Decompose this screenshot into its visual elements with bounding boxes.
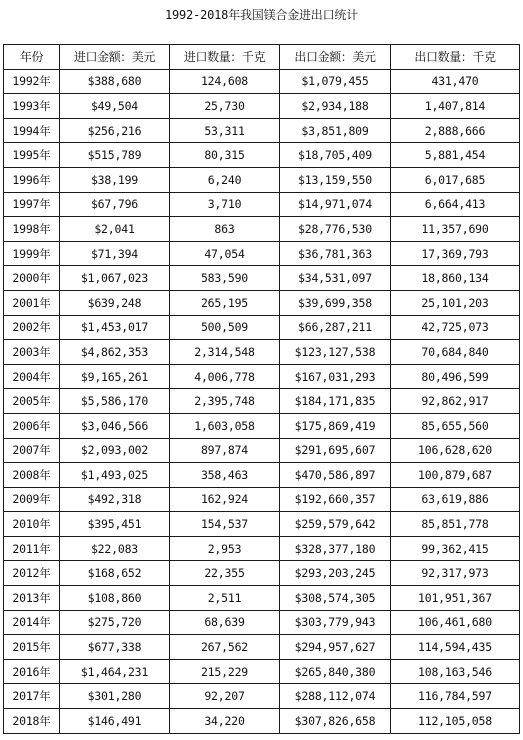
cell-import-quantity: 267,562 — [170, 635, 280, 660]
cell-year: 2006年 — [4, 413, 60, 438]
cell-import-amount: $2,041 — [60, 217, 170, 242]
cell-year: 2007年 — [4, 438, 60, 463]
cell-export-quantity: 85,655,560 — [391, 413, 520, 438]
cell-import-amount: $5,586,170 — [60, 389, 170, 414]
cell-export-amount: $175,869,419 — [280, 413, 391, 438]
cell-year: 2001年 — [4, 290, 60, 315]
cell-import-amount: $1,464,231 — [60, 659, 170, 684]
cell-import-amount: $275,720 — [60, 610, 170, 635]
cell-import-amount: $639,248 — [60, 290, 170, 315]
cell-export-quantity: 80,496,599 — [391, 364, 520, 389]
cell-year: 2018年 — [4, 709, 60, 734]
table-row — [4, 217, 520, 242]
table-row — [4, 659, 520, 684]
cell-import-amount: $71,394 — [60, 241, 170, 266]
cell-year: 2017年 — [4, 684, 60, 709]
cell-export-quantity: 25,101,203 — [391, 290, 520, 315]
cell-import-quantity: 124,608 — [170, 69, 280, 94]
cell-export-quantity: 63,619,886 — [391, 487, 520, 512]
table-row — [4, 487, 520, 512]
cell-export-amount: $184,171,835 — [280, 389, 391, 414]
table-row — [4, 536, 520, 561]
cell-import-quantity: 2,314,548 — [170, 340, 280, 365]
cell-import-amount: $1,493,025 — [60, 463, 170, 488]
cell-import-quantity: 162,924 — [170, 487, 280, 512]
cell-import-amount: $677,338 — [60, 635, 170, 660]
cell-year: 1996年 — [4, 167, 60, 192]
cell-import-amount: $492,318 — [60, 487, 170, 512]
table-row — [4, 167, 520, 192]
cell-year: 2003年 — [4, 340, 60, 365]
cell-import-quantity: 53,311 — [170, 118, 280, 143]
table-row — [4, 94, 520, 119]
cell-year: 2012年 — [4, 561, 60, 586]
cell-export-amount: $288,112,074 — [280, 684, 391, 709]
cell-import-quantity: 3,710 — [170, 192, 280, 217]
cell-export-amount: $303,779,943 — [280, 610, 391, 635]
cell-export-quantity: 116,784,597 — [391, 684, 520, 709]
cell-export-quantity: 18,860,134 — [391, 266, 520, 291]
cell-export-quantity: 114,594,435 — [391, 635, 520, 660]
cell-import-amount: $395,451 — [60, 512, 170, 537]
cell-export-amount: $308,574,305 — [280, 586, 391, 611]
cell-import-amount: $4,862,353 — [60, 340, 170, 365]
cell-export-amount: $1,079,455 — [280, 69, 391, 94]
cell-export-amount: $3,851,809 — [280, 118, 391, 143]
cell-export-quantity: 42,725,073 — [391, 315, 520, 340]
cell-export-amount: $123,127,538 — [280, 340, 391, 365]
header-export-amount: 出口金额：美元 — [280, 45, 391, 70]
cell-year: 2014年 — [4, 610, 60, 635]
table-row — [4, 709, 520, 734]
cell-year: 2008年 — [4, 463, 60, 488]
cell-export-amount: $307,826,658 — [280, 709, 391, 734]
table-row — [4, 586, 520, 611]
table-row — [4, 340, 520, 365]
table-row — [4, 389, 520, 414]
cell-import-quantity: 2,953 — [170, 536, 280, 561]
cell-import-quantity: 47,054 — [170, 241, 280, 266]
cell-import-quantity: 92,207 — [170, 684, 280, 709]
cell-export-quantity: 112,105,058 — [391, 709, 520, 734]
cell-year: 2000年 — [4, 266, 60, 291]
cell-export-amount: $265,840,380 — [280, 659, 391, 684]
cell-import-amount: $108,860 — [60, 586, 170, 611]
cell-year: 1995年 — [4, 143, 60, 168]
cell-year: 1992年 — [4, 69, 60, 94]
cell-export-quantity: 85,851,778 — [391, 512, 520, 537]
cell-export-amount: $293,203,245 — [280, 561, 391, 586]
table-row — [4, 561, 520, 586]
cell-import-quantity: 863 — [170, 217, 280, 242]
cell-import-amount: $49,504 — [60, 94, 170, 119]
cell-export-amount: $259,579,642 — [280, 512, 391, 537]
cell-year: 2010年 — [4, 512, 60, 537]
cell-export-amount: $36,781,363 — [280, 241, 391, 266]
cell-year: 2002年 — [4, 315, 60, 340]
cell-year: 1999年 — [4, 241, 60, 266]
cell-import-quantity: 6,240 — [170, 167, 280, 192]
cell-export-quantity: 106,461,680 — [391, 610, 520, 635]
cell-year: 2005年 — [4, 389, 60, 414]
cell-export-amount: $192,660,357 — [280, 487, 391, 512]
cell-export-amount: $13,159,550 — [280, 167, 391, 192]
cell-import-amount: $1,067,023 — [60, 266, 170, 291]
table-row — [4, 266, 520, 291]
table-body — [4, 69, 520, 733]
cell-import-quantity: 80,315 — [170, 143, 280, 168]
table-row — [4, 118, 520, 143]
cell-import-quantity: 68,639 — [170, 610, 280, 635]
cell-year: 1993年 — [4, 94, 60, 119]
cell-export-amount: $328,377,180 — [280, 536, 391, 561]
cell-export-quantity: 108,163,546 — [391, 659, 520, 684]
cell-import-quantity: 154,537 — [170, 512, 280, 537]
cell-export-amount: $66,287,211 — [280, 315, 391, 340]
table-row — [4, 684, 520, 709]
table-row — [4, 143, 520, 168]
cell-import-quantity: 897,874 — [170, 438, 280, 463]
table-row — [4, 463, 520, 488]
cell-year: 2015年 — [4, 635, 60, 660]
cell-export-amount: $291,695,607 — [280, 438, 391, 463]
cell-import-quantity: 583,590 — [170, 266, 280, 291]
cell-year: 2016年 — [4, 659, 60, 684]
cell-export-amount: $39,699,358 — [280, 290, 391, 315]
cell-import-amount: $3,046,566 — [60, 413, 170, 438]
cell-import-quantity: 4,006,778 — [170, 364, 280, 389]
cell-import-quantity: 215,229 — [170, 659, 280, 684]
cell-import-quantity: 2,511 — [170, 586, 280, 611]
cell-import-amount: $22,083 — [60, 536, 170, 561]
table-row — [4, 241, 520, 266]
header-export-quantity: 出口数量：千克 — [391, 45, 520, 70]
cell-export-quantity: 11,357,690 — [391, 217, 520, 242]
cell-export-quantity: 5,881,454 — [391, 143, 520, 168]
cell-year: 1998年 — [4, 217, 60, 242]
trade-statistics-table — [3, 44, 520, 734]
cell-import-quantity: 500,509 — [170, 315, 280, 340]
cell-import-quantity: 34,220 — [170, 709, 280, 734]
cell-import-quantity: 22,355 — [170, 561, 280, 586]
cell-import-amount: $1,453,017 — [60, 315, 170, 340]
cell-year: 2009年 — [4, 487, 60, 512]
cell-export-quantity: 6,664,413 — [391, 192, 520, 217]
table-row — [4, 413, 520, 438]
cell-import-amount: $38,199 — [60, 167, 170, 192]
cell-import-quantity: 2,395,748 — [170, 389, 280, 414]
table-row — [4, 315, 520, 340]
cell-export-amount: $18,705,409 — [280, 143, 391, 168]
cell-export-amount: $470,586,897 — [280, 463, 391, 488]
table-title: 1992-2018年我国镁合金进出口统计 — [164, 8, 359, 22]
cell-import-amount: $256,216 — [60, 118, 170, 143]
cell-import-amount: $515,789 — [60, 143, 170, 168]
cell-export-amount: $34,531,097 — [280, 266, 391, 291]
cell-import-amount: $146,491 — [60, 709, 170, 734]
cell-export-amount: $294,957,627 — [280, 635, 391, 660]
cell-import-amount: $388,680 — [60, 69, 170, 94]
header-year: 年份 — [4, 45, 60, 70]
cell-export-quantity: 6,017,685 — [391, 167, 520, 192]
cell-year: 2004年 — [4, 364, 60, 389]
cell-export-quantity: 101,951,367 — [391, 586, 520, 611]
cell-year: 1994年 — [4, 118, 60, 143]
cell-import-amount: $9,165,261 — [60, 364, 170, 389]
cell-export-quantity: 70,684,840 — [391, 340, 520, 365]
cell-import-quantity: 265,195 — [170, 290, 280, 315]
table-row — [4, 610, 520, 635]
cell-import-amount: $168,652 — [60, 561, 170, 586]
table-row — [4, 364, 520, 389]
header-import-amount: 进口金额：美元 — [60, 45, 170, 70]
header-import-quantity: 进口数量：千克 — [170, 45, 280, 70]
cell-year: 2013年 — [4, 586, 60, 611]
cell-import-amount: $301,280 — [60, 684, 170, 709]
cell-import-quantity: 1,603,058 — [170, 413, 280, 438]
cell-year: 1997年 — [4, 192, 60, 217]
cell-import-quantity: 25,730 — [170, 94, 280, 119]
cell-export-amount: $28,776,530 — [280, 217, 391, 242]
cell-export-quantity: 100,879,687 — [391, 463, 520, 488]
cell-year: 2011年 — [4, 536, 60, 561]
cell-export-quantity: 17,369,793 — [391, 241, 520, 266]
cell-export-amount: $14,971,074 — [280, 192, 391, 217]
table-row — [4, 192, 520, 217]
cell-import-amount: $2,093,002 — [60, 438, 170, 463]
cell-import-amount: $67,796 — [60, 192, 170, 217]
header-row — [4, 45, 520, 70]
cell-export-quantity: 106,628,620 — [391, 438, 520, 463]
table-row — [4, 635, 520, 660]
cell-export-quantity: 99,362,415 — [391, 536, 520, 561]
cell-export-quantity: 92,862,917 — [391, 389, 520, 414]
cell-import-quantity: 358,463 — [170, 463, 280, 488]
table-row — [4, 438, 520, 463]
cell-export-amount: $2,934,188 — [280, 94, 391, 119]
cell-export-quantity: 1,407,814 — [391, 94, 520, 119]
cell-export-amount: $167,031,293 — [280, 364, 391, 389]
table-row — [4, 512, 520, 537]
table-row — [4, 69, 520, 94]
table-row — [4, 290, 520, 315]
cell-export-quantity: 2,888,666 — [391, 118, 520, 143]
cell-export-quantity: 431,470 — [391, 69, 520, 94]
cell-export-quantity: 92,317,973 — [391, 561, 520, 586]
